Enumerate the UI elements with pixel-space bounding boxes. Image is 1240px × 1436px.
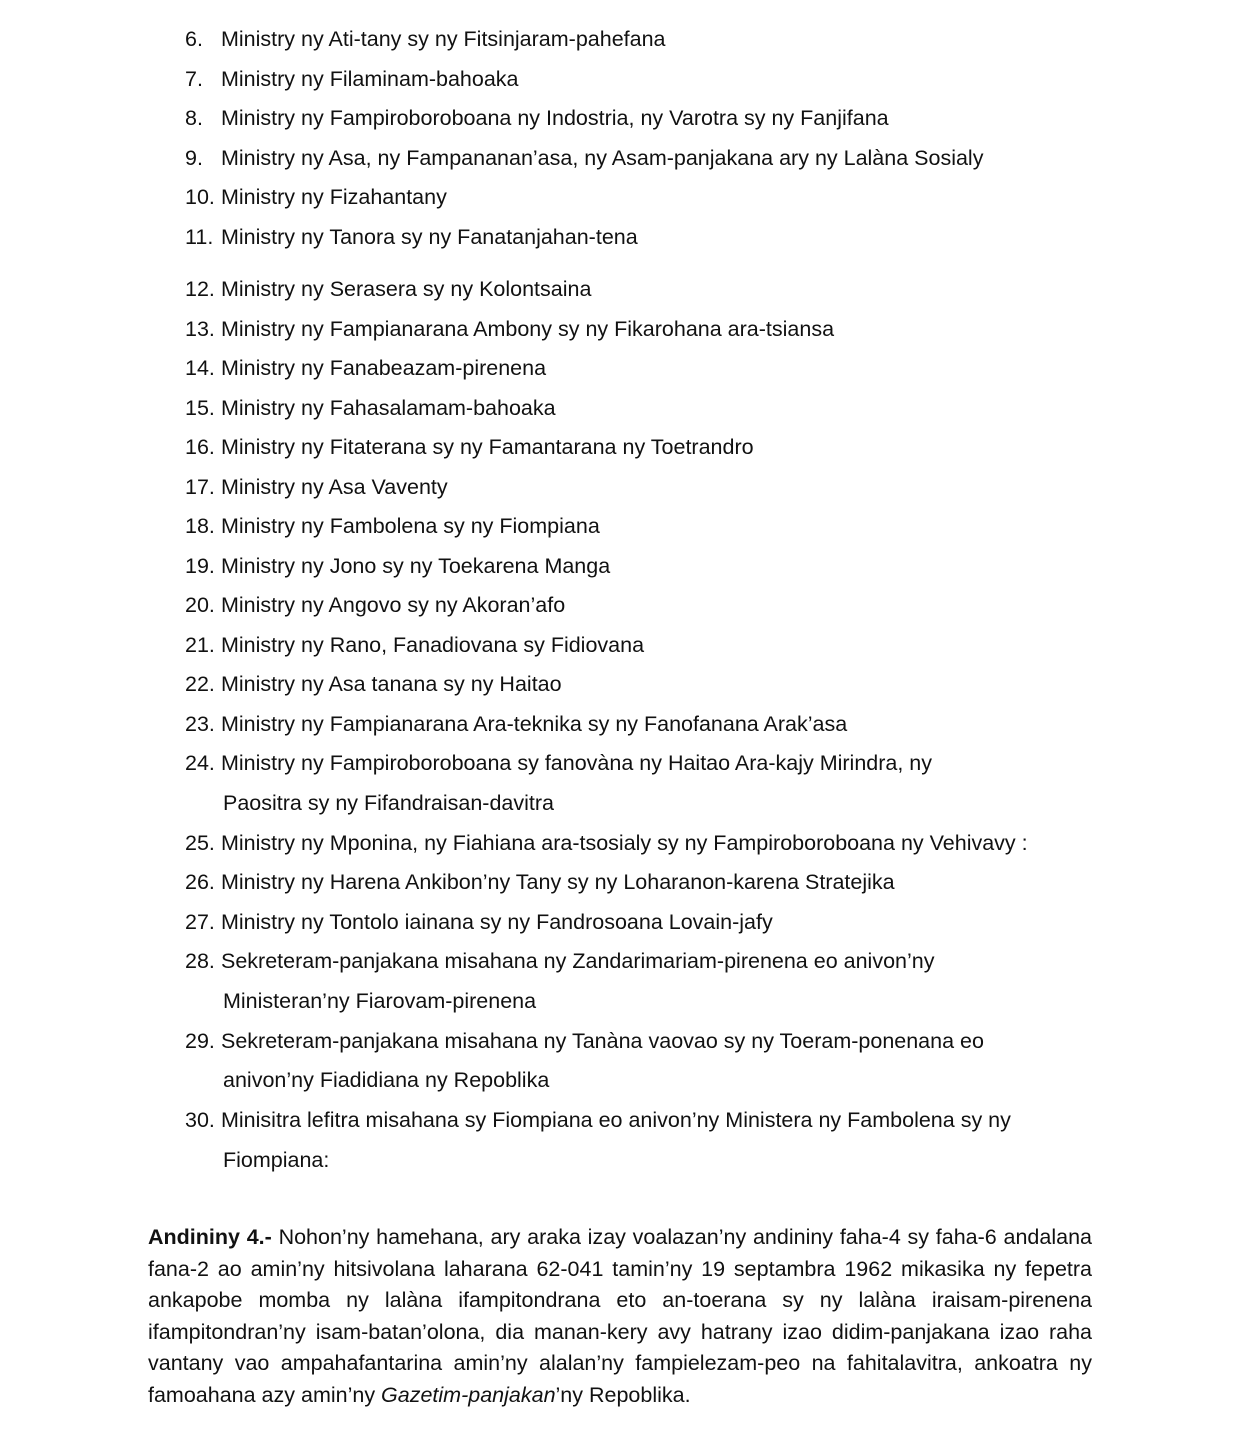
list-item-continuation: Paositra sy ny Fifandraisan-davitra: [223, 790, 555, 815]
list-item-number: 15.: [185, 395, 215, 420]
list-item-text: Ministry ny Fahasalamam-bahoaka: [221, 395, 556, 420]
list-item-text: Ministry ny Mponina, ny Fiahiana ara-tsosialy sy ny Fampiroboroboana ny Vehivavy :: [221, 830, 1028, 855]
list-item-number: 21.: [185, 632, 215, 657]
list-item-number: 7.: [185, 66, 203, 91]
list-item-number: 29.: [185, 1028, 215, 1053]
list-item-text: Ministry ny Jono sy ny Toekarena Manga: [221, 553, 611, 578]
gazette-term: Gazetim-panjakan: [381, 1382, 556, 1407]
list-item-number: 20.: [185, 593, 215, 617]
list-item-text: Ministry ny Fampiroboroboana ny Indostria, ny Varotra sy ny Fanjifana: [221, 106, 889, 130]
list-item-number: 28.: [185, 949, 215, 973]
list-item-text: Ministry ny Serasera sy ny Kolontsaina: [221, 277, 592, 301]
list-item-text: Ministry ny Angovo sy ny Akoran’afo: [221, 593, 566, 617]
list-item-text: Ministry ny Ati-tany sy ny Fitsinjaram-pahefana: [221, 27, 666, 51]
list-item-text: Ministry ny Fambolena sy ny Fiompiana: [221, 514, 600, 538]
list-item-text: Minisitra lefitra misahana sy Fiompiana eo anivon’ny Ministera ny Fambolena sy ny: [221, 1108, 1011, 1132]
list-item-number: 22.: [185, 672, 215, 696]
list-item-text: Ministry ny Fanabeazam-pirenena: [221, 356, 547, 380]
list-item-text: Ministry ny Filaminam-bahoaka: [221, 66, 519, 91]
list-item-number: 6.: [185, 27, 203, 51]
list-item-text: Ministry ny Fitaterana sy ny Famantarana ny Toetrandro: [221, 435, 754, 459]
article-body-after: ’ny Repoblika.: [555, 1382, 691, 1407]
list-item-number: 19.: [185, 553, 215, 578]
list-item-number: 24.: [185, 751, 215, 775]
list-item-number: 23.: [185, 711, 215, 736]
list-item-number: 26.: [185, 870, 215, 894]
list-item-number: 10.: [185, 185, 215, 209]
list-item-number: 25.: [185, 830, 215, 855]
list-item-text: Ministry ny Fampianarana Ambony sy ny Fikarohana ara-tsiansa: [221, 316, 835, 341]
list-item-text: Ministry ny Asa tanana sy ny Haitao: [221, 672, 562, 696]
list-item-text: Sekreteram-panjakana misahana ny Zandarimariam-pirenena eo anivon’ny: [221, 949, 935, 973]
article-body-before: Nohon’ny hamehana, ary araka izay voalazan’ny andininy faha-4 sy faha-6 andalana fana-2 ao amin’ny hitsivolana laharana 62-041 tamin’ny 19 septambra 1962 mikasika ny fepetra ankapobe momba ny lalàna ifampitondrana eto an-toerana sy ny lalàna iraisam-pirenena ifampitondran’ny isam-batan’olona, dia manan-kery avy hatrany izao didim-panjakana izao raha vantany vao ampahafantarina amin’ny alalan’ny fampielezam-peo na fahitalavitra, ankoatra ny famoahana azy amin’ny: [148, 1225, 1092, 1407]
list-item-number: 11.: [185, 224, 214, 249]
list-item-number: 14.: [185, 356, 215, 380]
list-item-text: Ministry ny Harena Ankibon’ny Tany sy ny Loharanon-karena Stratejika: [221, 870, 895, 894]
list-item-number: 16.: [185, 435, 215, 459]
list-item-number: 13.: [185, 316, 215, 341]
article-paragraph: [148, 1222, 1092, 1412]
article-heading: Andininy 4.-: [148, 1225, 272, 1249]
list-item-continuation: Fiompiana:: [223, 1147, 330, 1172]
list-item-text: Ministry ny Tontolo iainana sy ny Fandrosoana Lovain-jafy: [221, 909, 773, 934]
list-item-text: Ministry ny Asa Vaventy: [221, 474, 448, 499]
list-item-number: 30.: [185, 1108, 215, 1132]
list-item-number: 8.: [185, 106, 203, 130]
list-item-number: 12.: [185, 277, 215, 301]
list-item-text: Ministry ny Fampianarana Ara-teknika sy ny Fanofanana Arak’asa: [221, 711, 848, 736]
list-item-continuation: Ministeran’ny Fiarovam-pirenena: [223, 988, 537, 1013]
list-item-continuation: anivon’ny Fiadidiana ny Repoblika: [223, 1068, 550, 1092]
list-item-text: Sekreteram-panjakana misahana ny Tanàna vaovao sy ny Toeram-ponenana eo: [221, 1028, 984, 1053]
list-item-number: 27.: [185, 909, 215, 934]
list-item-text: Ministry ny Fizahantany: [221, 185, 447, 209]
list-item-text: Ministry ny Rano, Fanadiovana sy Fidiovana: [221, 632, 645, 657]
list-item-number: 18.: [185, 514, 215, 538]
list-item-text: Ministry ny Fampiroboroboana sy fanovàna ny Haitao Ara-kajy Mirindra, ny: [221, 751, 933, 775]
list-item-text: Ministry ny Tanora sy ny Fanatanjahan-tena: [221, 224, 638, 249]
list-item-number: 17.: [185, 474, 215, 499]
list-item-text: Ministry ny Asa, ny Fampananan’asa, ny Asam-panjakana ary ny Lalàna Sosialy: [221, 145, 984, 170]
list-item-number: 9.: [185, 145, 203, 170]
